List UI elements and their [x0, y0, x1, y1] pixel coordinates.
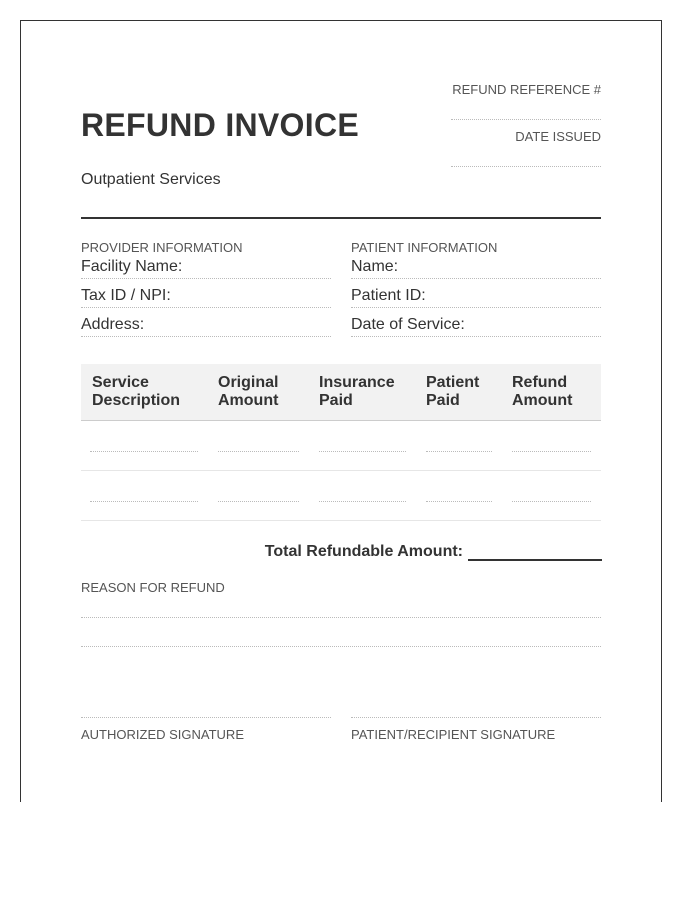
- header-patient-paid: Patient Paid: [426, 374, 480, 409]
- reason-line-1[interactable]: [81, 617, 601, 618]
- document-subtitle: Outpatient Services: [81, 171, 221, 188]
- date-issued-field[interactable]: [451, 166, 601, 167]
- header-original-amount: Original Amount: [218, 374, 279, 409]
- cell-service-description[interactable]: [90, 501, 198, 502]
- refund-reference-label: REFUND REFERENCE #: [452, 82, 601, 97]
- cell-patient-paid[interactable]: [426, 451, 492, 452]
- provider-facility-name-field[interactable]: Facility Name:: [81, 258, 331, 279]
- reason-line-2[interactable]: [81, 646, 601, 647]
- invoice-page: [20, 20, 662, 802]
- table-header: [81, 364, 601, 421]
- cell-patient-paid[interactable]: [426, 501, 492, 502]
- cell-refund-amount[interactable]: [512, 501, 591, 502]
- total-refundable-label: Total Refundable Amount:: [264, 543, 463, 560]
- date-issued-label: DATE ISSUED: [515, 129, 601, 144]
- cell-original-amount[interactable]: [218, 451, 299, 452]
- patient-name-field[interactable]: Name:: [351, 258, 601, 279]
- refund-table: [81, 364, 601, 521]
- document-title: REFUND INVOICE: [81, 107, 359, 143]
- patient-signature-label: PATIENT/RECIPIENT SIGNATURE: [351, 727, 556, 742]
- cell-refund-amount[interactable]: [512, 451, 591, 452]
- provider-section-label: PROVIDER INFORMATION: [81, 240, 243, 255]
- provider-address-field[interactable]: Address:: [81, 316, 331, 337]
- date-of-service-field[interactable]: Date of Service:: [351, 316, 601, 337]
- cell-insurance-paid[interactable]: [319, 501, 406, 502]
- refund-reference-field[interactable]: [451, 119, 601, 120]
- table-row: [81, 421, 601, 471]
- cell-original-amount[interactable]: [218, 501, 299, 502]
- authorized-signature-line[interactable]: [81, 717, 331, 718]
- header-service-description: Service Description: [92, 374, 181, 409]
- patient-id-field[interactable]: Patient ID:: [351, 287, 601, 308]
- table-row: [81, 471, 601, 521]
- provider-tax-id-field[interactable]: Tax ID / NPI:: [81, 287, 331, 308]
- header-insurance-paid: Insurance Paid: [319, 374, 395, 409]
- patient-signature-line[interactable]: [351, 717, 601, 718]
- cell-service-description[interactable]: [90, 451, 198, 452]
- total-refundable-field[interactable]: [468, 559, 602, 561]
- header-divider: [81, 217, 601, 219]
- patient-section-label: PATIENT INFORMATION: [351, 240, 498, 255]
- cell-insurance-paid[interactable]: [319, 451, 406, 452]
- header-refund-amount: Refund Amount: [512, 374, 573, 409]
- reason-for-refund-label: REASON FOR REFUND: [81, 580, 225, 595]
- authorized-signature-label: AUTHORIZED SIGNATURE: [81, 727, 244, 742]
